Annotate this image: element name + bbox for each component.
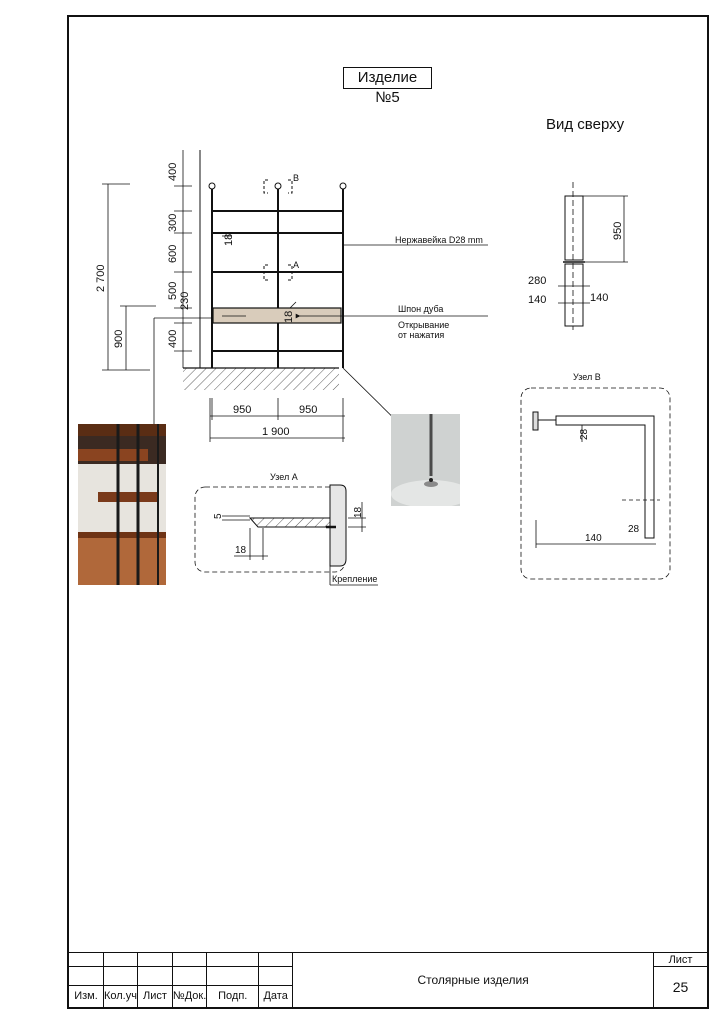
top-dim-140-left: 140 <box>528 294 547 306</box>
dim-500: 500 <box>167 281 179 300</box>
node-a-title: Узел А <box>270 472 298 482</box>
shelving-photo <box>78 424 166 585</box>
drawing-title: Изделие №5 <box>343 67 432 89</box>
top-view-title: Вид сверху <box>546 116 625 133</box>
node-a-texts <box>213 472 377 584</box>
dim-230: 230 <box>179 291 191 310</box>
node-a-dim-18-bottom: 18 <box>235 545 247 556</box>
node-a-dim-18-right: 18 <box>353 506 364 518</box>
node-b-dim-28-top: 28 <box>579 428 590 440</box>
node-a-fastening: Крепление <box>332 574 378 584</box>
stamp-header-kolich: Кол.уч <box>103 985 137 1007</box>
document-name: Столярные изделия <box>293 953 654 1008</box>
node-b-texts <box>573 372 640 544</box>
dim-partial-height: 900 <box>113 329 125 348</box>
node-b-title: Узел В <box>573 372 601 382</box>
dim-950-left: 950 <box>233 404 252 416</box>
title-block <box>68 952 708 1008</box>
sheet-number: 25 <box>654 967 708 1008</box>
node-a-marker: A <box>293 260 300 270</box>
dim-600: 600 <box>167 244 179 263</box>
dim-400-top: 400 <box>167 162 179 181</box>
callout-steel: Нержавейка D28 mm <box>395 235 483 245</box>
node-b <box>521 388 670 579</box>
dim-overall-height: 2 700 <box>95 264 107 292</box>
node-a-dim-5: 5 <box>213 513 224 519</box>
stamp-header-list: Лист <box>137 985 172 1007</box>
floor-hatch <box>183 368 339 390</box>
dim-18-rail: 18 <box>223 233 235 246</box>
node-b-marker: B <box>293 173 300 183</box>
top-dim-950: 950 <box>612 221 624 240</box>
oak-shelf <box>213 308 341 323</box>
stamp-header-podp: Подп. <box>207 985 259 1007</box>
dim-950-right: 950 <box>299 404 318 416</box>
dim-300: 300 <box>167 213 179 232</box>
callout-opening-1: Открывание <box>398 320 450 330</box>
front-view-dims <box>95 163 483 438</box>
top-dim-280: 280 <box>528 275 547 287</box>
push-open-photo <box>391 414 460 506</box>
node-b-dim-140: 140 <box>585 533 602 544</box>
node-b-dim-28-side: 28 <box>628 524 640 535</box>
stamp-header-data: Дата <box>259 985 293 1007</box>
dim-overall-width: 1 900 <box>262 426 290 438</box>
top-dim-140-right: 140 <box>590 292 609 304</box>
top-view <box>558 182 628 330</box>
callout-oak: Шпон дуба <box>398 304 444 314</box>
dim-18-shelf: 18 <box>283 310 295 323</box>
dim-400-bottom: 400 <box>167 329 179 348</box>
stamp-header-ndok: №Док. <box>172 985 206 1007</box>
callout-opening-2: от нажатия <box>398 330 445 340</box>
sheet-label: Лист <box>654 953 708 967</box>
stamp-header-izm: Изм. <box>69 985 104 1007</box>
node-a <box>195 485 378 585</box>
front-view <box>102 150 488 444</box>
